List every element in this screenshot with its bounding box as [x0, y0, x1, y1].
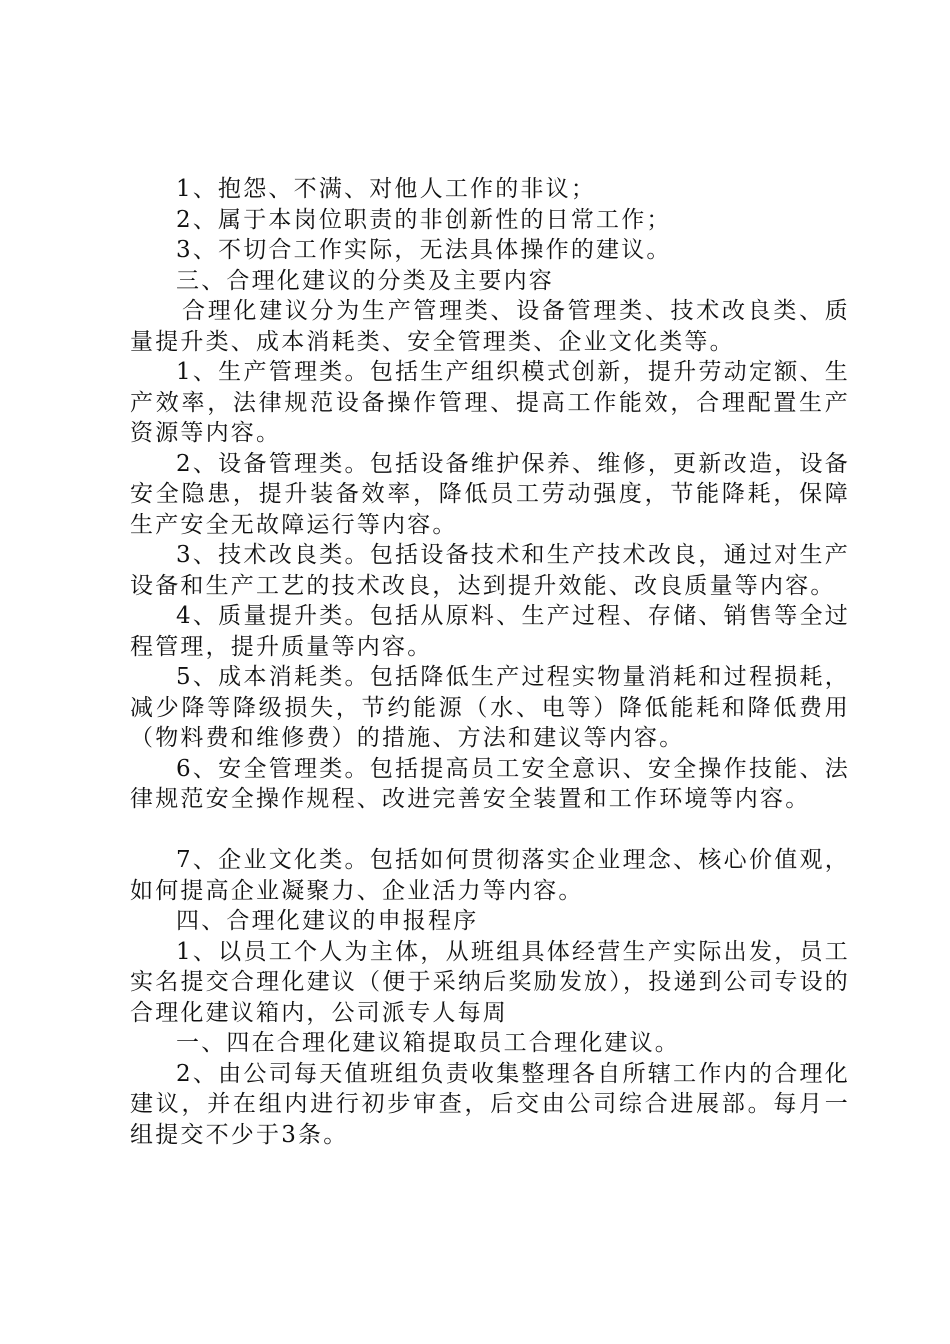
paragraph-corporate-culture: 7、企业文化类。包括如何贯彻落实企业理念、核心价值观，如何提高企业凝聚力、企业活力等内容。 — [130, 847, 850, 904]
paragraph-equipment-management: 2、设备管理类。包括设备维护保养、维修，更新改造，设备安全隐患，提升装备效率，降低员工劳动强度，节能降耗，保障生产安全无故障运行等内容。 — [130, 450, 850, 538]
paragraph-cost-consumption: 5、成本消耗类。包括降低生产过程实物量消耗和过程损耗，减少降等降级损失，节约能源（水、电等）降低能耗和降低费用（物料费和维修费）的措施、方法和建议等内容。 — [130, 664, 850, 751]
paragraph-procedure-step-1: 1、以员工个人为主体，从班组具体经营生产实际出发，员工实名提交合理化建议（便于采纳后奖励发放），投递到公司专设的合理化建议箱内，公司派专人每周 — [130, 938, 850, 1026]
paragraph-safety-management: 6、安全管理类。包括提高员工安全意识、安全操作技能、法律规范安全操作规程、改进完善安全装置和工作环境等内容。 — [130, 755, 850, 812]
document-body — [130, 174, 850, 1150]
paragraph-production-management: 1、生产管理类。包括生产组织模式创新，提升劳动定额、生产效率，法律规范设备操作管理、提高工作能效，合理配置生产资源等内容。 — [130, 359, 850, 446]
paragraph-quality-improvement: 4、质量提升类。包括从原料、生产过程、存储、销售等全过程管理，提升质量等内容。 — [130, 603, 850, 660]
section-heading-three: 三、合理化建议的分类及主要内容 — [176, 267, 554, 294]
paragraph-spacer — [130, 815, 850, 846]
list-item: 3、不切合工作实际，无法具体操作的建议。 — [176, 237, 672, 263]
list-item: 2、属于本岗位职责的非创新性的日常工作； — [176, 206, 672, 233]
paragraph-categories-intro: 合理化建议分为生产管理类、设备管理类、技术改良类、质量提升类、成本消耗类、安全管理类、企业文化类等。 — [130, 298, 850, 355]
paragraph-procedure-step-2: 2、由公司每天值班组负责收集整理各自所辖工作内的合理化建议，并在组内进行初步审查，后交由公司综合进展部。每月一组提交不少于3条。 — [130, 1060, 850, 1148]
paragraph-technical-improvement: 3、技术改良类。包括设备技术和生产技术改良，通过对生产设备和生产工艺的技术改良，达到提升效能、改良质量等内容。 — [130, 542, 850, 599]
list-item: 1、抱怨、不满、对他人工作的非议； — [176, 176, 597, 202]
paragraph-procedure-step-1-cont: 一、四在合理化建议箱提取员工合理化建议。 — [176, 1030, 680, 1056]
section-heading-four: 四、合理化建议的申报程序 — [176, 908, 479, 934]
